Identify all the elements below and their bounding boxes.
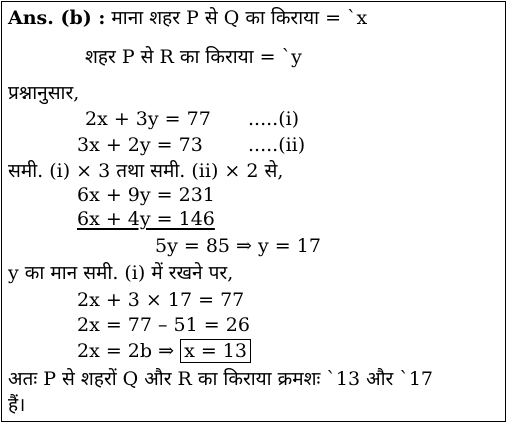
answer-label: Ans. (b) : bbox=[8, 7, 106, 29]
solving-row-1: 2x + 3 × 17 = 77 bbox=[77, 289, 245, 311]
subtraction-row-1: 6x + 9y = 231 bbox=[77, 184, 215, 206]
multiply-step: समी. (i) × 3 तथा समी. (ii) × 2 से, bbox=[8, 160, 284, 182]
answer-line-1 bbox=[8, 5, 367, 31]
equation-2: 3x + 2y = 73 bbox=[77, 134, 203, 156]
final-answer-box: x = 13 bbox=[180, 339, 251, 363]
subtraction-result: 5y = 85 ⇒ y = 17 bbox=[155, 235, 321, 257]
equation-1-tag: .....(i) bbox=[248, 108, 300, 130]
subtraction-row-2: 6x + 4y = 146 bbox=[77, 208, 215, 230]
substitute-step: y का मान समी. (i) में रखने पर, bbox=[8, 262, 234, 284]
solving-row-3 bbox=[77, 338, 251, 364]
equation-2-tag: .....(ii) bbox=[248, 134, 306, 156]
solving-row-2: 2x = 77 – 51 = 26 bbox=[77, 314, 250, 336]
assumption-x: माना शहर P से Q का किराया = `x bbox=[111, 7, 368, 29]
solving-row-3-prefix: 2x = 2b ⇒ bbox=[77, 340, 175, 362]
assumption-y: शहर P से R का किराया = `y bbox=[85, 46, 302, 68]
conclusion-line-2: हैं। bbox=[8, 394, 26, 416]
conclusion-line-1: अतः P से शहरों Q और R का किराया क्रमशः `13 और `17 bbox=[8, 368, 434, 390]
equation-1: 2x + 3y = 77 bbox=[85, 108, 211, 130]
according-to-question: प्रश्नानुसार, bbox=[8, 82, 80, 104]
